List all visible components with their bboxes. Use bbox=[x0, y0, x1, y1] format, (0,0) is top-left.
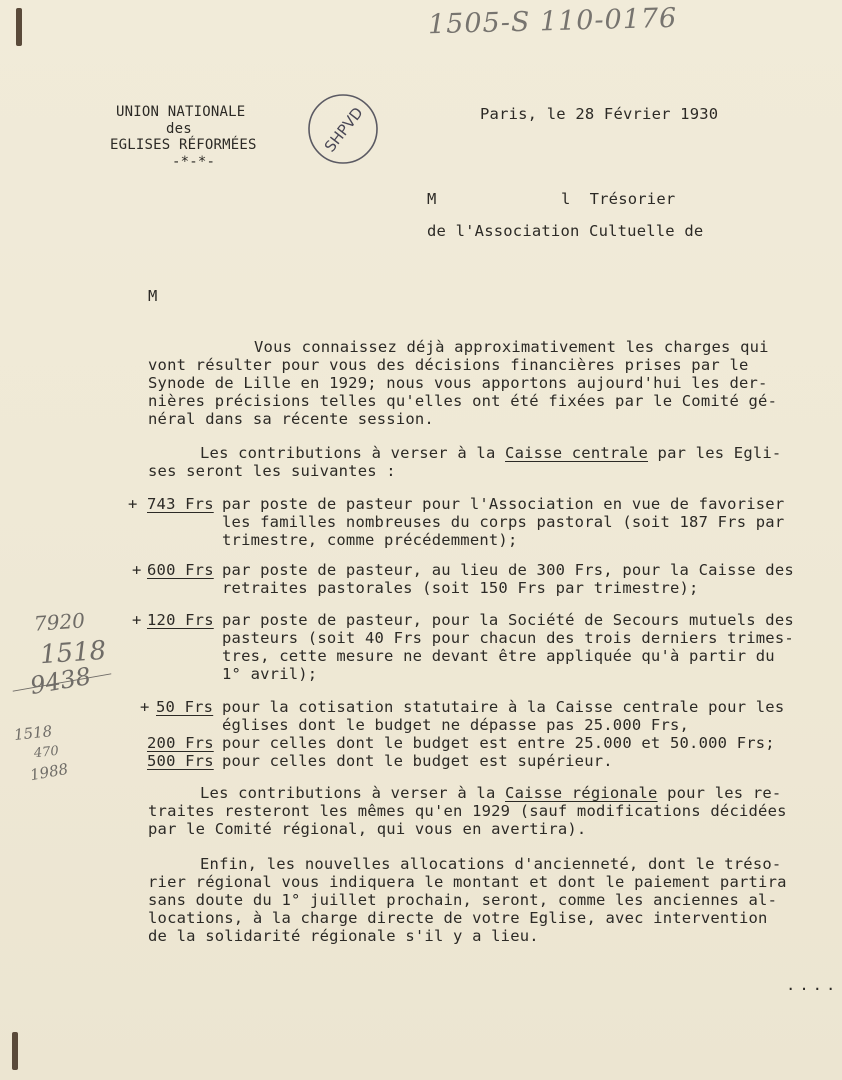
para1-line3: Synode de Lille en 1929; nous vous apportons aujourd'hui les der- bbox=[148, 374, 768, 392]
archive-reference: 1505-S 110-0176 bbox=[427, 2, 678, 41]
binding-mark-top bbox=[16, 8, 22, 46]
item2-plus: + bbox=[132, 561, 142, 579]
item3-line3: tres, cette mesure ne devant être appliquée qu'à partir du bbox=[222, 647, 775, 665]
margin-note-7920: 7920 bbox=[33, 608, 86, 636]
item3-line2: pasteurs (soit 40 Frs pour chacun des trois derniers trimes- bbox=[222, 629, 794, 647]
item3-amount: 120 Frs bbox=[147, 611, 214, 629]
item6-line1: pour celles dont le budget est supérieur. bbox=[222, 752, 613, 770]
margin-note-9438: 9438 bbox=[28, 661, 94, 701]
continuation-dots: .... bbox=[786, 976, 840, 994]
recipient-line1: M bbox=[427, 190, 437, 208]
item1-plus: + bbox=[128, 495, 138, 513]
para1-line2: vont résulter pour vous des décisions financières prises par le bbox=[148, 356, 749, 374]
recipient-line2: de l'Association Cultuelle de bbox=[427, 222, 704, 240]
margin-note-1518: 1518 bbox=[39, 635, 108, 671]
sender-line1: UNION NATIONALE bbox=[116, 104, 246, 120]
item1-line2: les familles nombreuses du corps pastoral (soit 187 Frs par bbox=[222, 513, 785, 531]
binding-mark-bottom bbox=[12, 1032, 18, 1070]
item6-amount: 500 Frs bbox=[147, 752, 214, 770]
item1-amount: 743 Frs bbox=[147, 495, 214, 513]
item5-line1: pour celles dont le budget est entre 25.000 et 50.000 Frs; bbox=[222, 734, 775, 752]
para2-line2: ses seront les suivantes : bbox=[148, 462, 396, 480]
item1-line1: par poste de pasteur pour l'Association en vue de favoriser bbox=[222, 495, 785, 513]
item3-line4: 1° avril); bbox=[222, 665, 318, 683]
para3-line1: Les contributions à verser à la Caisse régionale pour les re- bbox=[200, 784, 782, 802]
sender-line2: des bbox=[166, 121, 192, 137]
item2-line2: retraites pastorales (soit 150 Frs par trimestre); bbox=[222, 579, 699, 597]
para4-line2: rier régional vous indiquera le montant et dont le paiement partira bbox=[148, 873, 787, 891]
date-line: Paris, le 28 Février 1930 bbox=[480, 105, 719, 123]
para1-line5: néral dans sa récente session. bbox=[148, 410, 434, 428]
sender-line3: EGLISES RÉFORMÉES bbox=[110, 137, 257, 153]
margin-note-1988: 1988 bbox=[28, 759, 70, 785]
item3-line1: par poste de pasteur, pour la Société de Secours mutuels des bbox=[222, 611, 794, 629]
para2-line1: Les contributions à verser à la Caisse centrale par les Egli- bbox=[200, 444, 782, 462]
item4-plus: + bbox=[140, 698, 150, 716]
para4-line3: sans doute du 1° juillet prochain, seront, comme les anciennes al- bbox=[148, 891, 778, 909]
item2-amount: 600 Frs bbox=[147, 561, 214, 579]
para4-line1: Enfin, les nouvelles allocations d'ancienneté, dont le tréso- bbox=[200, 855, 782, 873]
para3-line2: traites resteront les mêmes qu'en 1929 (sauf modifications décidées bbox=[148, 802, 787, 820]
para1-line4: nières précisions telles qu'elles ont été fixées par le Comité gé- bbox=[148, 392, 778, 410]
margin-note-1518-b: 1518 bbox=[13, 722, 54, 744]
salutation: M bbox=[148, 287, 158, 305]
para1-line1: Vous connaissez déjà approximativement les charges qui bbox=[254, 338, 769, 356]
para4-line5: de la solidarité régionale s'il y a lieu. bbox=[148, 927, 539, 945]
item5-amount: 200 Frs bbox=[147, 734, 214, 752]
bleed-through bbox=[148, 152, 618, 190]
item3-plus: + bbox=[132, 611, 142, 629]
item4-amount: 50 Frs bbox=[156, 698, 214, 716]
margin-note-470: 470 bbox=[33, 743, 60, 762]
item1-line3: trimestre, comme précédemment); bbox=[222, 531, 518, 549]
recipient-title: l Trésorier bbox=[561, 190, 676, 208]
archive-stamp bbox=[306, 92, 380, 166]
stamp-text: SHPVD bbox=[320, 103, 367, 156]
item2-line1: par poste de pasteur, au lieu de 300 Frs, pour la Caisse des bbox=[222, 561, 794, 579]
sender-ornament: -*-*- bbox=[172, 154, 216, 170]
para3-line3: par le Comité régional, qui vous en avertira). bbox=[148, 820, 587, 838]
item4-line1: pour la cotisation statutaire à la Caisse centrale pour les bbox=[222, 698, 785, 716]
item4-line2: églises dont le budget ne dépasse pas 25.000 Frs, bbox=[222, 716, 690, 734]
para4-line4: locations, à la charge directe de votre Eglise, avec intervention bbox=[148, 909, 768, 927]
